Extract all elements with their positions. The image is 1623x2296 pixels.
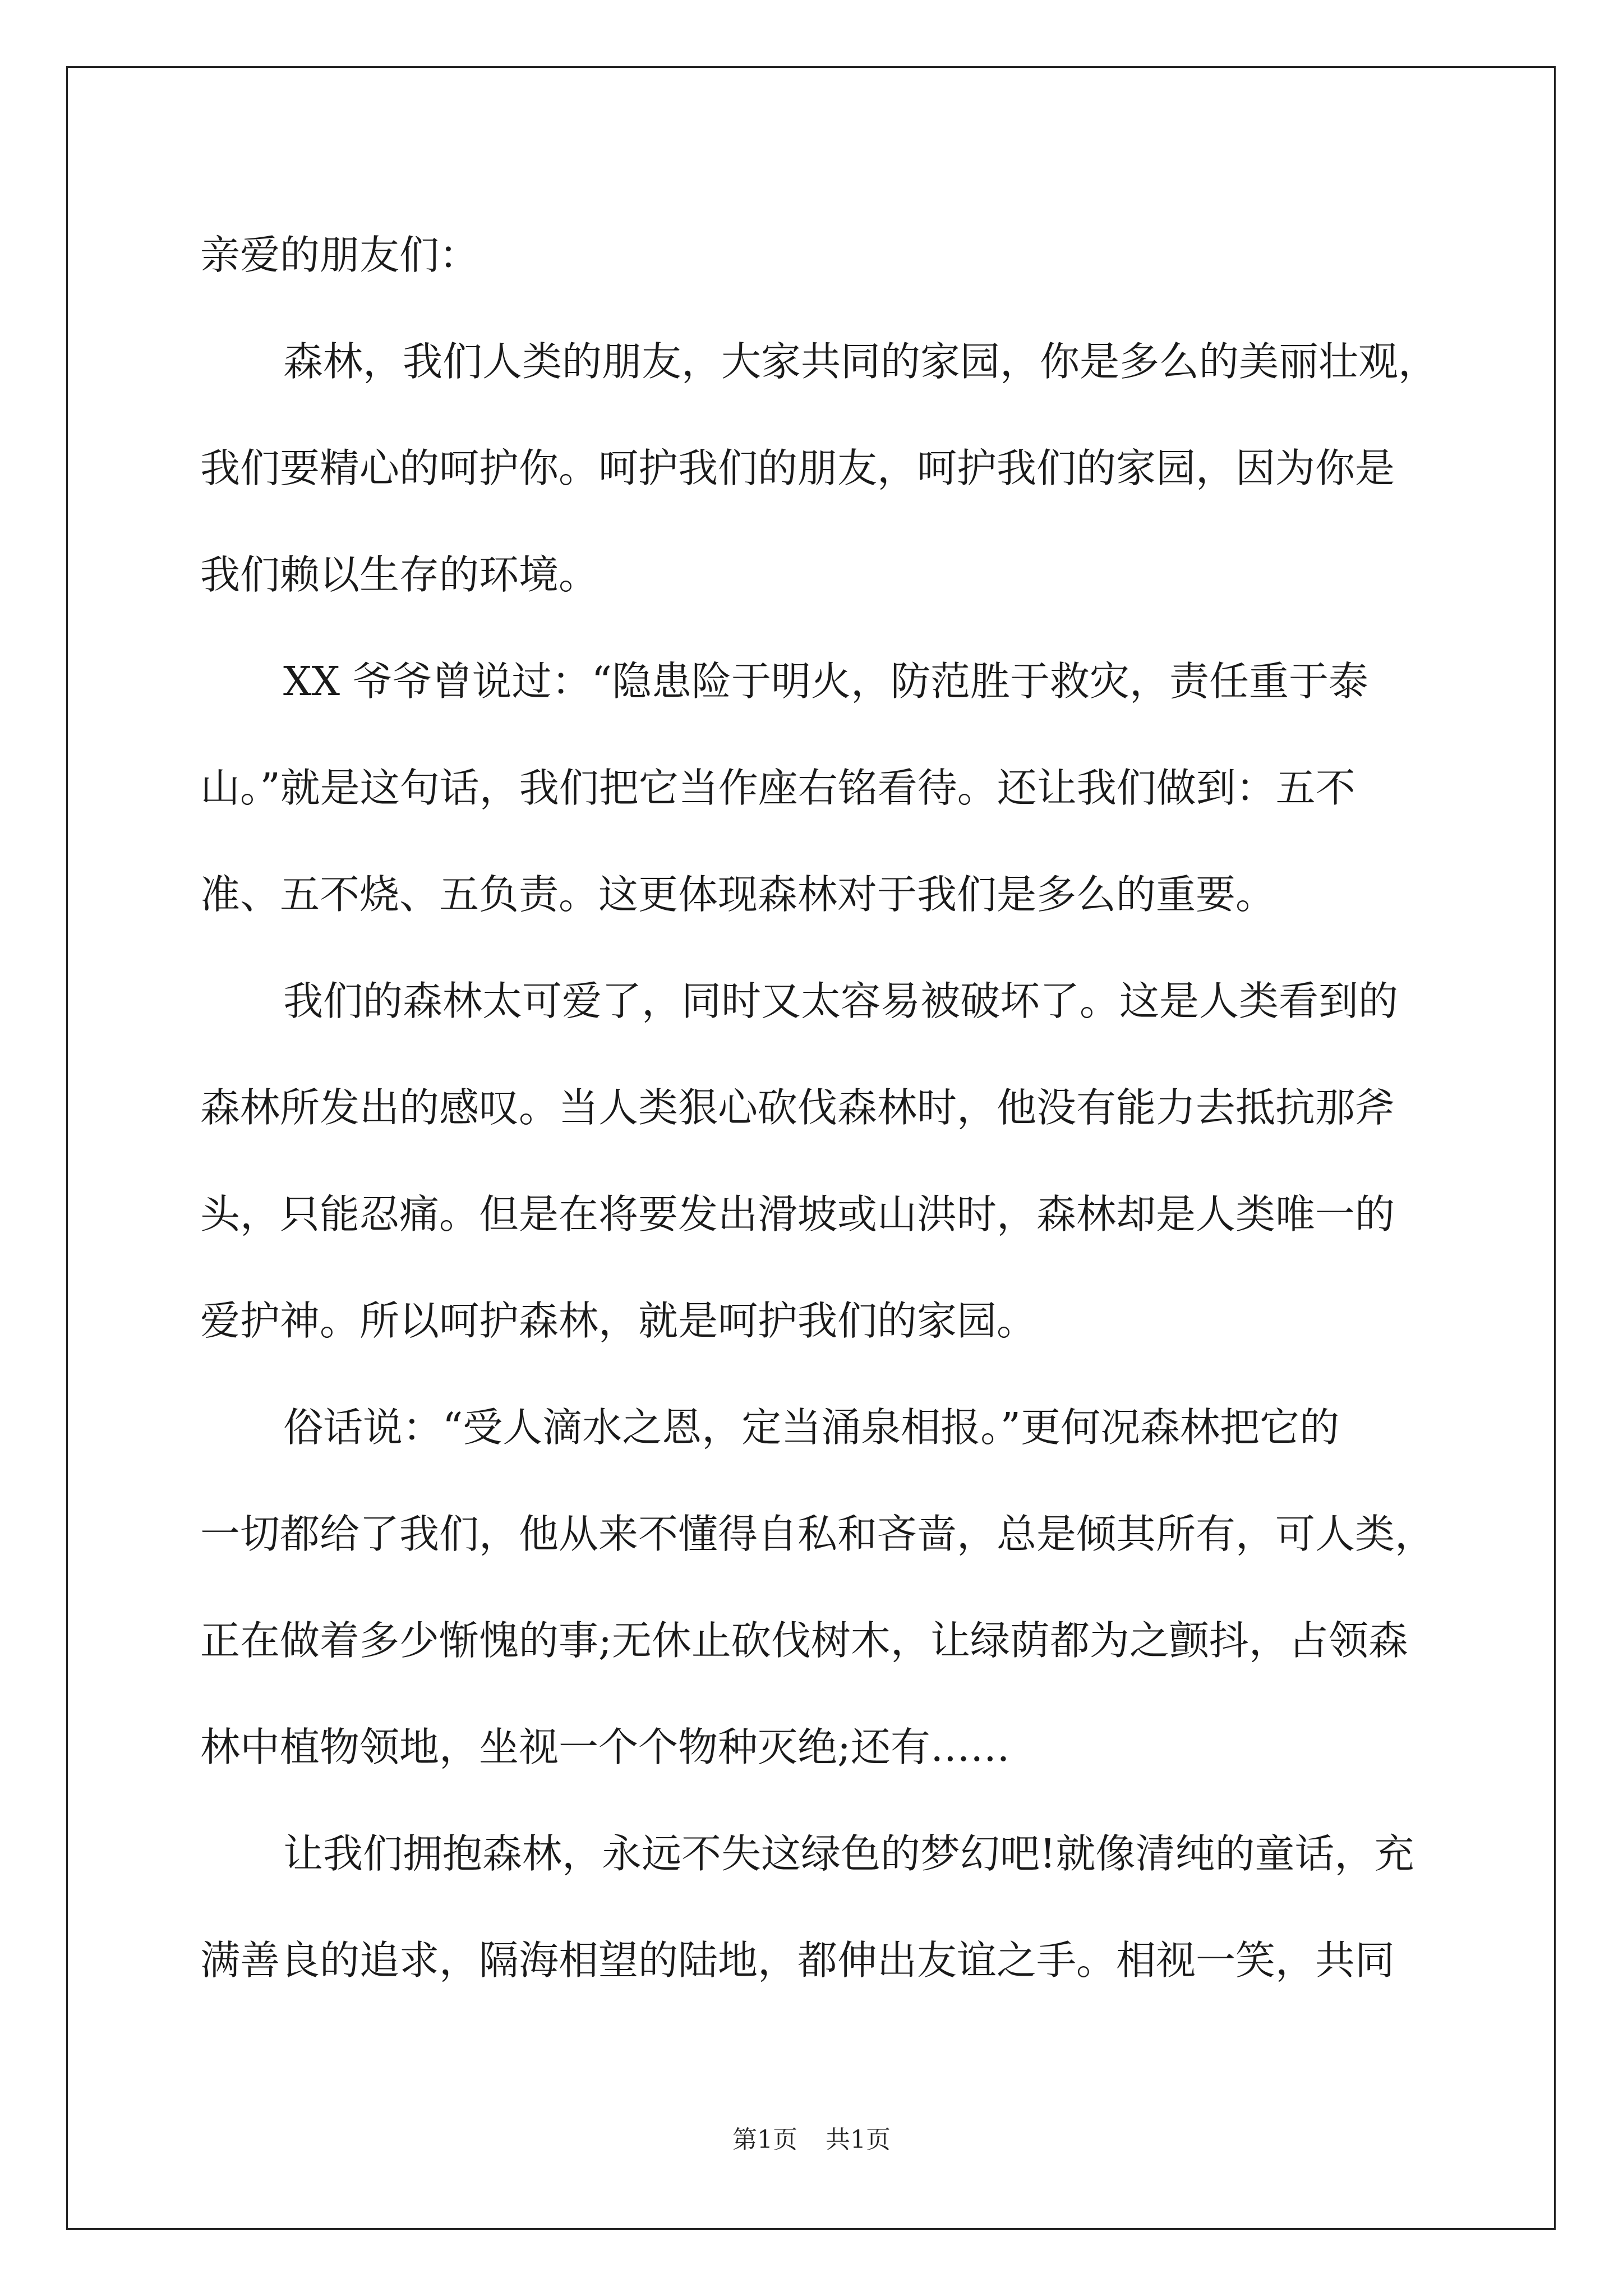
page-footer — [0, 2123, 1623, 2157]
paragraph-2-line-3: 准、五不烧、五负责。这更体现森林对于我们是多么的重要。 — [200, 871, 1276, 918]
paragraph-3-line-1: 我们的森林太可爱了，同时又太容易被破坏了。这是人类看到的 — [283, 978, 1399, 1024]
paragraph-4-line-2: 一切都给了我们，他从来不懂得自私和吝啬，总是倾其所有，可人类， — [200, 1511, 1435, 1557]
paragraph-3-line-4: 爱护神。所以呵护森林，就是呵护我们的家园。 — [200, 1297, 1037, 1344]
paragraph-2-line-2: 山。”就是这句话，我们把它当作座右铭看待。还让我们做到：五不 — [200, 765, 1355, 811]
paragraph-3-line-2: 森林所发出的感叹。当人类狠心砍伐森林时，他没有能力去抵抗那斧 — [200, 1084, 1395, 1131]
paragraph-3-line-3: 头，只能忍痛。但是在将要发出滑坡或山洪时，森林却是人类唯一的 — [200, 1191, 1395, 1237]
paragraph-1-line-1: 森林，我们人类的朋友，大家共同的家园，你是多么的美丽壮观， — [283, 338, 1438, 385]
paragraph-4-line-1: 俗话说：“受人滴水之恩，定当涌泉相报。”更何况森林把它的 — [283, 1404, 1340, 1451]
salutation: 亲爱的朋友们： — [200, 232, 479, 278]
paragraph-1-line-2: 我们要精心的呵护你。呵护我们的朋友，呵护我们的家园，因为你是 — [200, 445, 1395, 491]
paragraph-5-line-1: 让我们拥抱森林，永远不失这绿色的梦幻吧!就像清纯的童话，充 — [283, 1830, 1414, 1877]
paragraph-4-line-3: 正在做着多少惭愧的事;无休止砍伐树木，让绿荫都为之颤抖，占领森 — [200, 1617, 1408, 1664]
paragraph-5-line-2: 满善良的追求，隔海相望的陆地，都伸出友谊之手。相视一笑，共同 — [200, 1937, 1395, 1984]
paragraph-2-line-1: XX 爷爷曾说过：“隐患险于明火，防范胜于救灾，责任重于泰 — [283, 658, 1368, 705]
page-number: 第1页 — [732, 2125, 797, 2154]
paragraph-4-line-4: 林中植物领地，坐视一个个物种灭绝;还有…… — [200, 1724, 1010, 1770]
paragraph-1-line-3: 我们赖以生存的环境。 — [200, 551, 599, 598]
page-total: 共1页 — [826, 2125, 891, 2154]
